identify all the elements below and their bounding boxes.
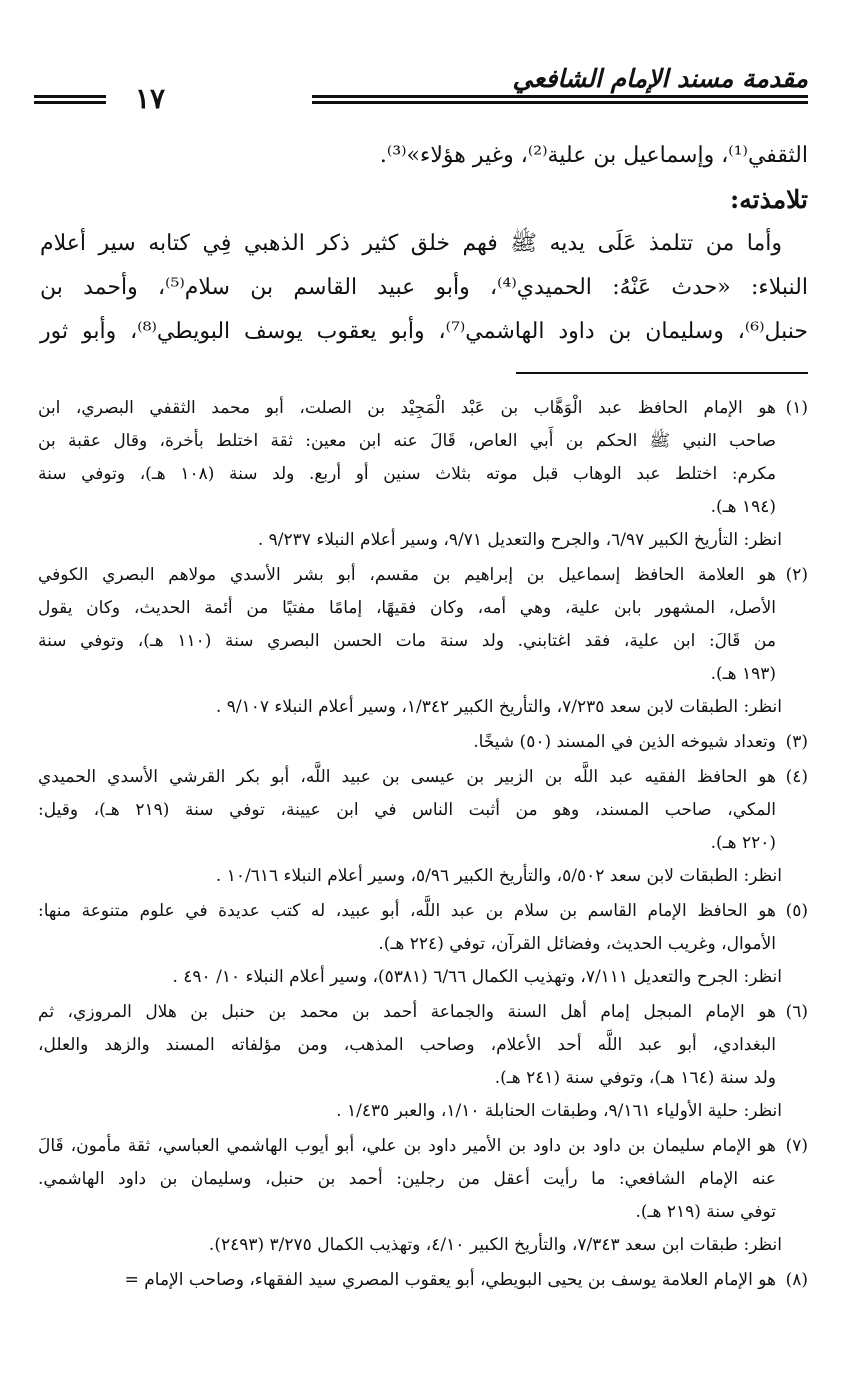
footnote-line: (١٩٣ هـ). — [710, 664, 776, 684]
footnote-line: وتعداد شيوخه الذين في المسند (٥٠) شيخًا. — [473, 732, 776, 752]
footnote-source: انظر: الطبقات لابن سعد ٧/٢٣٥، والتأريخ الكبير ١/٣٤٢، وسير أعلام النبلاء ٩/١٠٧ . — [215, 697, 782, 717]
footnote — [38, 761, 808, 893]
footnote-source: انظر: التأريخ الكبير ٦/٩٧، والجرح والتعديل ٩/٧١، وسير أعلام النبلاء ٩/٢٣٧ . — [257, 530, 782, 550]
header-rule-left — [34, 95, 106, 104]
footnote-number: (٨) — [785, 1270, 808, 1290]
footnotes — [38, 392, 808, 1299]
footnote-separator — [516, 372, 808, 374]
footnote-number: (٤) — [785, 767, 808, 787]
paragraph-line-2: النبلاء: «حدث عَنْهُ: الحميدي⁽⁴⁾، وأبو عبيد القاسم بن سلام⁽⁵⁾، وأحمد بن — [40, 275, 808, 300]
footnote — [38, 1264, 808, 1297]
footnote-line: هو الإمام العلامة يوسف بن يحيى البويطي، أبو يعقوب المصري سيد الفقهاء، وصاحب الإمام = — [124, 1270, 776, 1290]
footnote — [38, 1130, 808, 1262]
footnote-line: من قَالَ: ابن علية، فقد اغتابني. ولد سنة مات الحسن البصري سنة (١١٠ هـ)، وتوفي سنة — [38, 631, 776, 651]
footnote-line: هو الإمام سليمان بن داود بن داود بن الأمير داود بن علي، أبو أيوب الهاشمي العباسي، ثقة مأمون، قَالَ — [38, 1136, 776, 1156]
footnote-number: (٦) — [785, 1002, 808, 1022]
paragraph-line-1: وأما من تتلمذ عَلَى يديه ﷺ فهم خلق كثير ذكر الذهبي فِي كتابه سير أعلام — [40, 231, 782, 256]
footnote-number: (٢) — [785, 565, 808, 585]
running-title: مقدمة مسند الإمام الشافعي — [512, 64, 808, 93]
footnote-line: هو الحافظ الفقيه عبد اللَّه بن الزبير بن عيسى بن عبيد اللَّه، أبو بكر القرشي الأسدي الحميدي — [38, 767, 776, 787]
footnote — [38, 559, 808, 724]
footnote — [38, 726, 808, 759]
footnote-line: (١٩٤ هـ). — [710, 497, 776, 517]
footnote-number: (١) — [785, 398, 808, 418]
footnote-line: البغدادي، أبو عبد اللَّه أحد الأعلام، وصاحب المذهب، ومن مؤلفاته المسند والزهد والعلل، — [38, 1035, 776, 1055]
main-text — [40, 134, 808, 354]
footnote-number: (٥) — [785, 901, 808, 921]
footnote-line: هو العلامة الحافظ إسماعيل بن إبراهيم بن مقسم، أبو بشر الأسدي مولاهم البصري الكوفي — [38, 565, 776, 585]
footnote — [38, 392, 808, 557]
footnote-line: هو الحافظ الإمام القاسم بن سلام بن عبد اللَّه، أبو عبيد، له كتب عديدة في علوم متنوعة منها: — [38, 901, 776, 921]
footnote-source: انظر: طبقات ابن سعد ٧/٣٤٣، والتأريخ الكبير ٤/١٠، وتهذيب الكمال ٣/٢٧٥ (٢٤٩٣). — [208, 1235, 782, 1255]
footnote — [38, 895, 808, 994]
footnote-line: الأموال، وغريب الحديث، وفضائل القرآن، توفي (٢٢٤ هـ). — [378, 934, 776, 954]
footnote-line: مكرم: اختلط عبد الوهاب قبل موته بثلاث سنين أو أربع. ولد سنة (١٠٨ هـ)، وتوفي سنة — [38, 464, 776, 484]
footnote-line: هو الإمام المبجل إمام أهل السنة والجماعة أحمد بن محمد بن حنبل بن هلال المروزي، ثم — [38, 1002, 776, 1022]
main-line-1: الثقفي⁽¹⁾، وإسماعيل بن علية⁽²⁾، وغير هؤلاء»⁽³⁾. — [379, 143, 808, 168]
footnote-line: الأصل، المشهور بابن علية، وهي أمه، وكان فقيهًا، إمامًا مفتيًا من أئمة الحديث، وكان يقول — [38, 598, 776, 618]
footnote-line: عنه الإمام الشافعي: ما رأيت أعقل من رجلين: أحمد بن حنبل، وسليمان بن داود الهاشمي. — [38, 1169, 776, 1189]
section-heading: تلامذته: — [730, 185, 808, 214]
paragraph-line-3: حنبل⁽⁶⁾، وسليمان بن داود الهاشمي⁽⁷⁾، وأبو يعقوب يوسف البويطي⁽⁸⁾، وأبو ثور — [40, 319, 809, 344]
footnote-number: (٧) — [785, 1136, 808, 1156]
header-rule-right — [312, 95, 808, 104]
footnote-line: (٢٢٠ هـ). — [710, 833, 776, 853]
footnote-number: (٣) — [785, 732, 808, 752]
footnote-source: انظر: الجرح والتعديل ٧/١١١، وتهذيب الكمال ٦/٦٦ (٥٣٨١)، وسير أعلام النبلاء ١٠/ ٤٩٠ . — [172, 967, 782, 987]
footnote — [38, 996, 808, 1128]
footnote-line: ولد سنة (١٦٤ هـ)، وتوفي سنة (٢٤١ هـ). — [494, 1068, 776, 1088]
footnote-line: المكي، صاحب المسند، وهو من أثبت الناس في ابن عيينة، توفي سنة (٢١٩ هـ)، وقيل: — [38, 800, 776, 820]
footnote-source: انظر: حلية الأولياء ٩/١٦١، وطبقات الحنابلة ١/١٠، والعبر ١/٤٣٥ . — [336, 1101, 782, 1121]
footnote-line: هو الإمام الحافظ عبد الْوَهَّاب بن عَبْد الْمَجِيْد بن الصلت، أبو محمد الثقفي البصري، ابن — [38, 398, 776, 418]
footnote-source: انظر: الطبقات لابن سعد ٥/٥٠٢، والتأريخ الكبير ٥/٩٦، وسير أعلام النبلاء ١٠/٦١٦ . — [215, 866, 782, 886]
footnote-line: توفي سنة (٢١٩ هـ). — [635, 1202, 776, 1222]
footnote-line: صاحب النبي ﷺ الحكم بن أَبي العاص، قَالَ عنه ابن معين: ثقة اختلط بأخرة، وقال عقبة بن — [38, 431, 776, 451]
page-number: ١٧ — [134, 82, 166, 115]
